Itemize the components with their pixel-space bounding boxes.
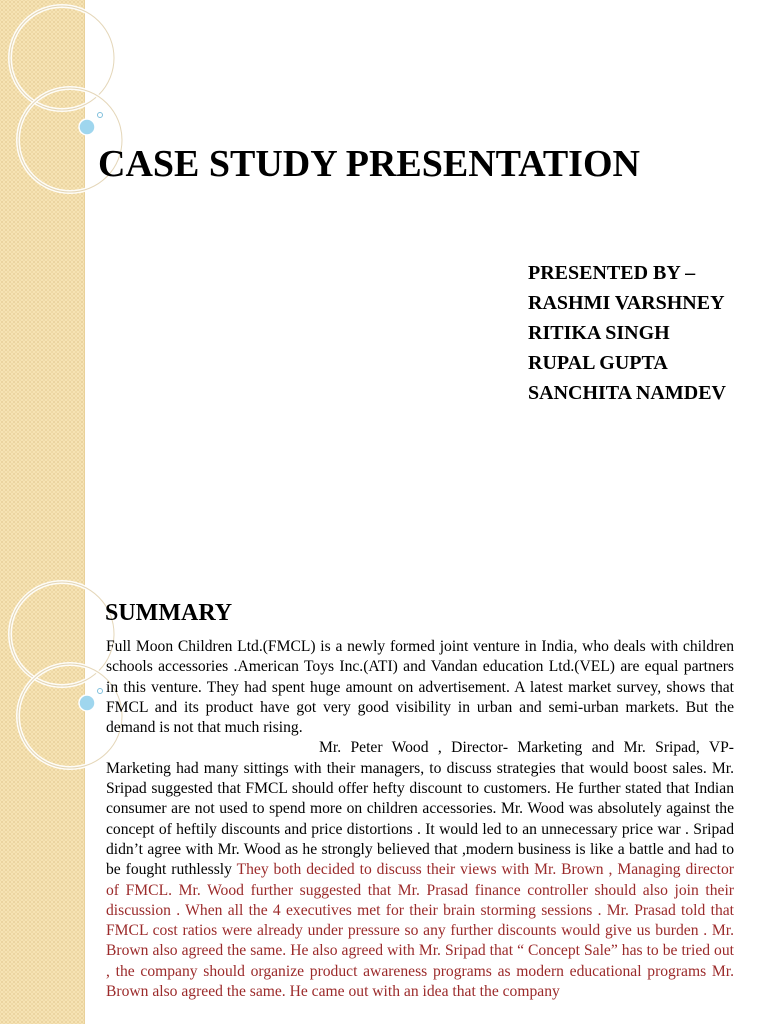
summary-slide bbox=[0, 576, 768, 1024]
page-title: CASE STUDY PRESENTATION bbox=[98, 143, 640, 185]
presenter-name: RUPAL GUPTA bbox=[528, 352, 668, 374]
presenter-heading: PRESENTED BY – bbox=[528, 262, 696, 284]
summary-text-red: They both decided to discuss their views with Mr. Brown , Managing director of FMCL. Mr. Wood further suggested that Mr. Prasad finance controller should also join their discussion . When all the 4 executives met for their brain storming sessions . Mr. Prasad told that FMCL cost ratios were already under pressure so any further discounts would give us burden . Mr. Brown also agreed the same. He also agreed with Mr. Sripad that “ Concept Sale” has to be tried out , the company should organize product awareness programs as modern educational programs Mr. Brown also agreed the same. He came out with an idea that the company bbox=[106, 861, 734, 1001]
summary-paragraph bbox=[106, 738, 734, 1002]
summary-text-black: Mr. Peter Wood , Director- Marketing and Mr. Sripad, VP-Marketing had many sittings with their managers, to discuss strategies that would boost sales. Mr. Sripad suggested that FMCL should offer hefty discount to customers. He further stated that Indian consumer are not used to spend more on children accessories. Mr. Wood was absolutely against the concept of heftily discounts and price distortions . It would led to an unnecessary price war . Sripad didn’t agree with Mr. Wood as he strongly believed that ,modern business is like a battle and had to be fought ruthlessly bbox=[106, 739, 734, 879]
presenter-name: SANCHITA NAMDEV bbox=[528, 382, 726, 404]
summary-text bbox=[106, 637, 734, 1002]
presenter-name: RITIKA SINGH bbox=[528, 322, 670, 344]
section-heading: SUMMARY bbox=[105, 600, 233, 626]
presenter-name: RASHMI VARSHNEY bbox=[528, 292, 725, 314]
summary-paragraph: Full Moon Children Ltd.(FMCL) is a newly formed joint venture in India, who deals with children schools accessories .American Toys Inc.(ATI) and Vandan education Ltd.(VEL) are equal partners in this venture. They had spent huge amount on advertisement. A latest market survey, shows that FMCL and its product have got very good visibility in urban and semi-urban markets. But the demand is not that much rising. bbox=[106, 638, 734, 737]
presenter-list bbox=[528, 258, 726, 408]
